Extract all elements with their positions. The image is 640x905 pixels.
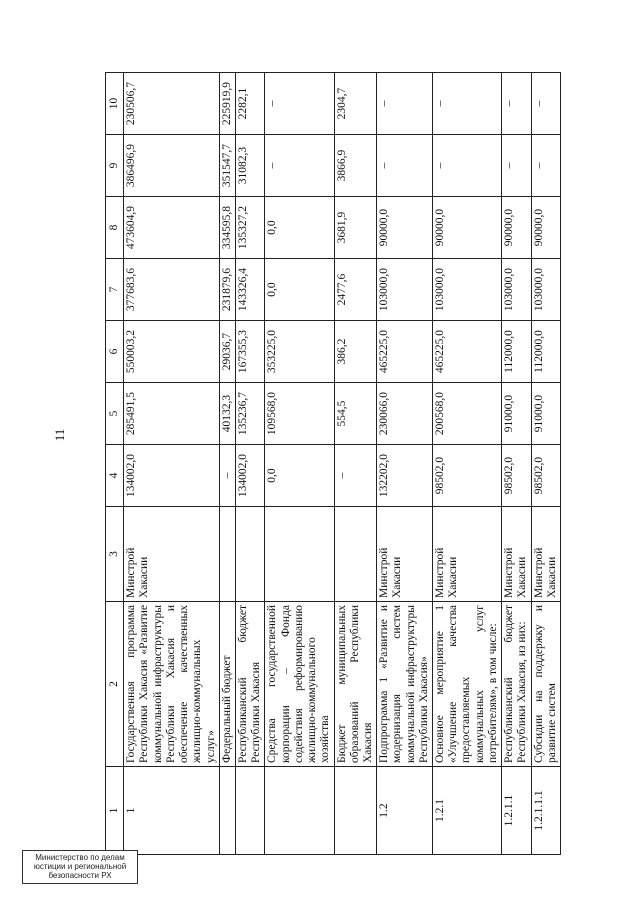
row-value: – xyxy=(531,73,560,135)
row-value: 112000,0 xyxy=(502,321,531,383)
row-executor: Минстрой Хакасии xyxy=(531,507,560,602)
header-cell-9: 9 xyxy=(106,135,124,197)
table-row xyxy=(377,73,433,855)
row-value: 167355,3 xyxy=(235,321,264,383)
row-value: 112000,0 xyxy=(531,321,560,383)
row-value: 386,2 xyxy=(334,321,377,383)
row-code xyxy=(219,767,235,855)
header-cell-7: 7 xyxy=(106,259,124,321)
row-value: – xyxy=(265,135,334,197)
row-value: 90000,0 xyxy=(502,197,531,259)
row-value: 225919,9 xyxy=(219,73,235,135)
row-value: 31082,3 xyxy=(235,135,264,197)
row-value: 550003,2 xyxy=(124,321,220,383)
table-row xyxy=(265,73,334,855)
row-code: 1.2.1 xyxy=(433,767,502,855)
row-name: Субсидии на поддержку и развитие систем xyxy=(531,602,560,767)
budget-table xyxy=(105,72,561,855)
row-value: 334595,8 xyxy=(219,197,235,259)
row-value: 103000,0 xyxy=(433,259,502,321)
table-row xyxy=(334,73,377,855)
row-value: 29036,7 xyxy=(219,321,235,383)
row-value: 353225,0 xyxy=(265,321,334,383)
row-executor xyxy=(334,507,377,602)
row-value: 135236,7 xyxy=(235,383,264,445)
table-row xyxy=(235,73,264,855)
row-value: – xyxy=(265,73,334,135)
row-value: 132202,0 xyxy=(377,445,433,507)
row-value: 103000,0 xyxy=(377,259,433,321)
row-name: Основное мероприятие 1 «Улучшение качества предоставляемых коммунальных услуг потребителям», в том числе: xyxy=(433,602,502,767)
row-value: – xyxy=(433,135,502,197)
row-value: 91000,0 xyxy=(502,383,531,445)
row-value: – xyxy=(433,73,502,135)
row-value: 554,5 xyxy=(334,383,377,445)
header-cell-1: 1 xyxy=(106,767,124,855)
row-value: 230506,7 xyxy=(124,73,220,135)
row-value: 386496,9 xyxy=(124,135,220,197)
rotated-page-content xyxy=(105,75,585,855)
row-value: – xyxy=(377,73,433,135)
row-value: 2477,6 xyxy=(334,259,377,321)
row-name: Средства государственной корпорации – Фонда содействия реформированию жилищно-коммунального хозяйства xyxy=(265,602,334,767)
row-value: 351547,7 xyxy=(219,135,235,197)
row-value: 465225,0 xyxy=(377,321,433,383)
header-cell-8: 8 xyxy=(106,197,124,259)
row-code: 1.2.1.1.1 xyxy=(531,767,560,855)
table-row xyxy=(124,73,220,855)
header-cell-10: 10 xyxy=(106,73,124,135)
row-executor: Минстрой Хакасии xyxy=(124,507,220,602)
row-value: 473604,9 xyxy=(124,197,220,259)
row-code: 1.2 xyxy=(377,767,433,855)
row-value: 230066,0 xyxy=(377,383,433,445)
row-name: Государственная программа Республики Хакасия «Развитие коммунальной инфраструктуры Республики Хакасия и обеспечение качественных жилищно-коммунальных услуг» xyxy=(124,602,220,767)
row-value: 200568,0 xyxy=(433,383,502,445)
row-executor: Минстрой Хакасии xyxy=(502,507,531,602)
page-number: 11 xyxy=(52,428,67,442)
row-name: Бюджет муниципальных образований Республики Хакасия xyxy=(334,602,377,767)
row-executor: Минстрой Хакасии xyxy=(433,507,502,602)
row-code xyxy=(334,767,377,855)
row-value: 134002,0 xyxy=(124,445,220,507)
row-code: 1.2.1.1 xyxy=(502,767,531,855)
ministry-stamp: Министерство по делам юстиции и региональной безопасности РХ xyxy=(22,850,138,884)
header-cell-6: 6 xyxy=(106,321,124,383)
row-value: 135327,2 xyxy=(235,197,264,259)
row-code xyxy=(265,767,334,855)
table-row xyxy=(531,73,560,855)
table-header-row xyxy=(106,73,124,855)
row-value: 90000,0 xyxy=(377,197,433,259)
row-value: – xyxy=(377,135,433,197)
row-name: Республиканский бюджет Республики Хакасия xyxy=(235,602,264,767)
row-value: 103000,0 xyxy=(531,259,560,321)
row-value: 134002,0 xyxy=(235,445,264,507)
row-executor xyxy=(265,507,334,602)
header-cell-3: 3 xyxy=(106,507,124,602)
row-value: 91000,0 xyxy=(531,383,560,445)
row-value: 2304,7 xyxy=(334,73,377,135)
row-code xyxy=(235,767,264,855)
row-executor: Минстрой Хакасии xyxy=(377,507,433,602)
row-name: Федеральный бюджет xyxy=(219,602,235,767)
row-value: 109568,0 xyxy=(265,383,334,445)
row-value: 377683,6 xyxy=(124,259,220,321)
row-value: 231879,6 xyxy=(219,259,235,321)
row-value: 0,0 xyxy=(265,259,334,321)
row-name: Республиканский бюджет Республики Хакасия, из них: xyxy=(502,602,531,767)
row-value: 90000,0 xyxy=(433,197,502,259)
row-value: – xyxy=(334,445,377,507)
row-value: 465225,0 xyxy=(433,321,502,383)
table-row xyxy=(219,73,235,855)
header-cell-2: 2 xyxy=(106,602,124,767)
row-value: 90000,0 xyxy=(531,197,560,259)
row-value: 2282,1 xyxy=(235,73,264,135)
row-value: 3866,9 xyxy=(334,135,377,197)
row-value: 103000,0 xyxy=(502,259,531,321)
row-value: – xyxy=(219,445,235,507)
row-value: 0,0 xyxy=(265,445,334,507)
table-row xyxy=(433,73,502,855)
header-cell-5: 5 xyxy=(106,383,124,445)
row-code: 1 xyxy=(124,767,220,855)
row-value: – xyxy=(502,135,531,197)
table-row xyxy=(502,73,531,855)
row-value: 98502,0 xyxy=(531,445,560,507)
header-cell-4: 4 xyxy=(106,445,124,507)
row-value: 98502,0 xyxy=(433,445,502,507)
row-value: 98502,0 xyxy=(502,445,531,507)
row-value: 0,0 xyxy=(265,197,334,259)
row-value: – xyxy=(502,73,531,135)
row-value: 40132,3 xyxy=(219,383,235,445)
row-value: – xyxy=(531,135,560,197)
row-executor xyxy=(219,507,235,602)
row-executor xyxy=(235,507,264,602)
row-value: 3681,9 xyxy=(334,197,377,259)
row-value: 143326,4 xyxy=(235,259,264,321)
row-value: 285491,5 xyxy=(124,383,220,445)
row-name: Подпрограмма 1 «Развитие и модернизация систем коммунальной инфраструктуры Республики Хакасия» xyxy=(377,602,433,767)
